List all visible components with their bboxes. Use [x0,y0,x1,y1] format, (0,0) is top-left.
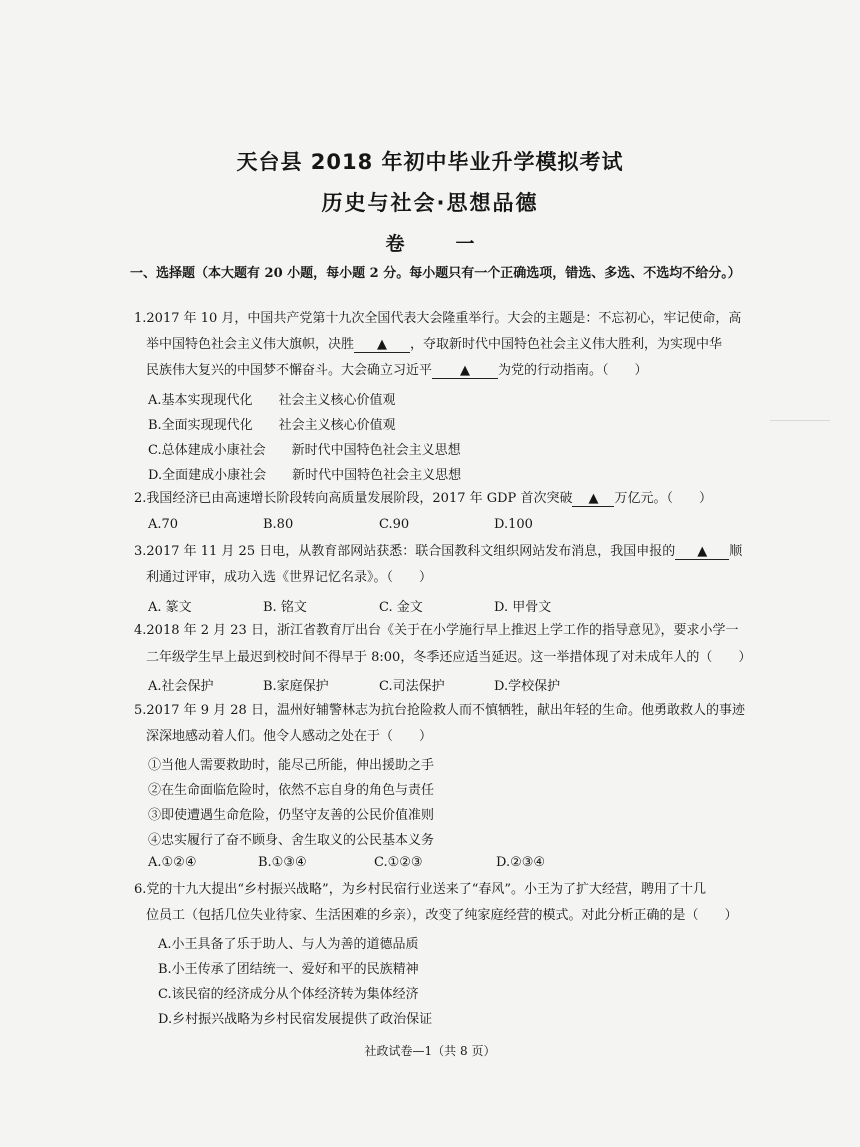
page-footer: 社政试卷—1（共 8 页） [364,1044,496,1058]
q1-line-2 [146,336,722,354]
q6-option-b[interactable]: B.小王传承了团结统一、爱好和平的民族精神 [158,962,419,977]
q2-option-b[interactable]: B.80 [263,517,294,532]
q1-option-c[interactable]: C.总体建成小康社会 新时代中国特色社会主义思想 [148,443,461,458]
exam-volume: 卷 一 [385,233,491,255]
q1-option-d[interactable]: D.全面建成小康社会 新时代中国特色社会主义思想 [148,468,462,483]
q5-statement-1: ①当他人需要救助时，能尽己所能，伸出援助之手 [148,758,435,773]
q4-option-b[interactable]: B.家庭保护 [263,679,329,694]
q1-line-2-tail: ，夺取新时代中国特色社会主义伟大胜利，为实现中华 [410,337,723,352]
q5-statement-3: ③即使遭遇生命危险，仍坚守友善的公民价值准则 [148,808,435,823]
q2-line-1-tail: 万亿元。（ ） [614,491,712,506]
q6-option-a[interactable]: A.小王具备了乐于助人、与人为善的道德品质 [158,937,419,952]
q6-option-c[interactable]: C.该民宿的经济成分从个体经济转为集体经济 [158,987,419,1002]
q3-option-b[interactable]: B. 铭文 [263,600,307,615]
q4-line-2: 二年级学生早上最迟到校时间不得早于 8:00，冬季还应适当延迟。这一举措体现了对未成年人的（ ） [146,650,752,665]
q5-option-a[interactable]: A.①②④ [148,855,197,870]
q5-statement-4: ④忠实履行了奋不顾身、舍生取义的公民基本义务 [148,833,435,848]
section-heading: 一、选择题（本大题有 20 小题，每小题 2 分。每小题只有一个正确选项，错选、多选、不选均不给分。） [130,266,741,281]
q6-line-2: 位员工（包括几位失业待家、生活困难的乡亲），改变了纯家庭经营的模式。对此分析正确的是（ ） [146,908,738,923]
exam-subject: 历史与社会·思想品德 [321,191,539,215]
q6-line-1: 6.党的十九大提出“乡村振兴战略”，为乡村民宿行业送来了“春风”。小王为了扩大经营，聘用了十几 [134,882,706,897]
q5-option-d[interactable]: D.②③④ [496,855,546,870]
q3-line-1 [134,543,742,561]
q1-line-3-text: 民族伟大复兴的中国梦不懈奋斗。大会确立习近平 [146,363,433,378]
q5-line-2: 深深地感动着人们。他令人感动之处在于（ ） [146,729,433,744]
q2-line-1-text: 2.我国经济已由高速增长阶段转向高质量发展阶段，2017 年 GDP 首次突破 [134,491,573,506]
q1-blank-2: ▲ [432,364,498,379]
q3-option-a[interactable]: A. 篆文 [148,600,192,615]
q2-blank: ▲ [572,492,614,507]
scan-smudge [770,420,830,435]
q3-option-c[interactable]: C. 金文 [379,600,423,615]
q3-line-1-tail: 顺 [729,544,743,559]
q3-option-d[interactable]: D. 甲骨文 [494,600,552,615]
q1-line-3 [146,362,648,380]
q2-option-d[interactable]: D.100 [494,517,533,532]
q5-line-1: 5.2017 年 9 月 28 日，温州好辅警林志为抗台抢险救人而不慎牺牲，献出年轻的生命。他勇敢救人的事迹 [134,703,745,718]
q1-line-1: 1.2017 年 10 月，中国共产党第十九次全国代表大会隆重举行。大会的主题是：不忘初心，牢记使命，高 [134,311,742,326]
q2-line-1 [134,490,712,508]
q5-option-b[interactable]: B.①③④ [258,855,307,870]
q4-line-1: 4.2018 年 2 月 23 日，浙江省教育厅出台《关于在小学施行早上推迟上学工作的指导意见》，要求小学一 [134,623,739,638]
q1-line-3-tail: 为党的行动指南。（ ） [498,363,648,378]
q4-option-c[interactable]: C.司法保护 [379,679,445,694]
q1-blank-1: ▲ [354,338,410,353]
q1-line-2-text: 举中国特色社会主义伟大旗帜，决胜 [146,337,355,352]
q1-option-a[interactable]: A.基本实现现代化 社会主义核心价值观 [148,393,396,408]
q6-option-d[interactable]: D.乡村振兴战略为乡村民宿发展提供了政治保证 [158,1012,433,1027]
q3-blank: ▲ [675,545,729,560]
q3-line-1-text: 3.2017 年 11 月 25 日电，从教育部网站获悉：联合国教科文组织网站发布消息，我国申报的 [134,544,676,559]
q5-statement-2: ②在生命面临危险时，依然不忘自身的角色与责任 [148,783,435,798]
q2-option-a[interactable]: A.70 [148,517,179,532]
q2-option-c[interactable]: C.90 [379,517,410,532]
q5-option-c[interactable]: C.①②③ [374,855,423,870]
q3-line-2: 利通过评审，成功入选《世界记忆名录》。（ ） [146,570,433,585]
exam-title: 天台县 2018 年初中毕业升学模拟考试 [236,150,624,174]
q4-option-a[interactable]: A.社会保护 [148,679,214,694]
q4-option-d[interactable]: D.学校保护 [494,679,561,694]
q1-option-b[interactable]: B.全面实现现代化 社会主义核心价值观 [148,418,396,433]
